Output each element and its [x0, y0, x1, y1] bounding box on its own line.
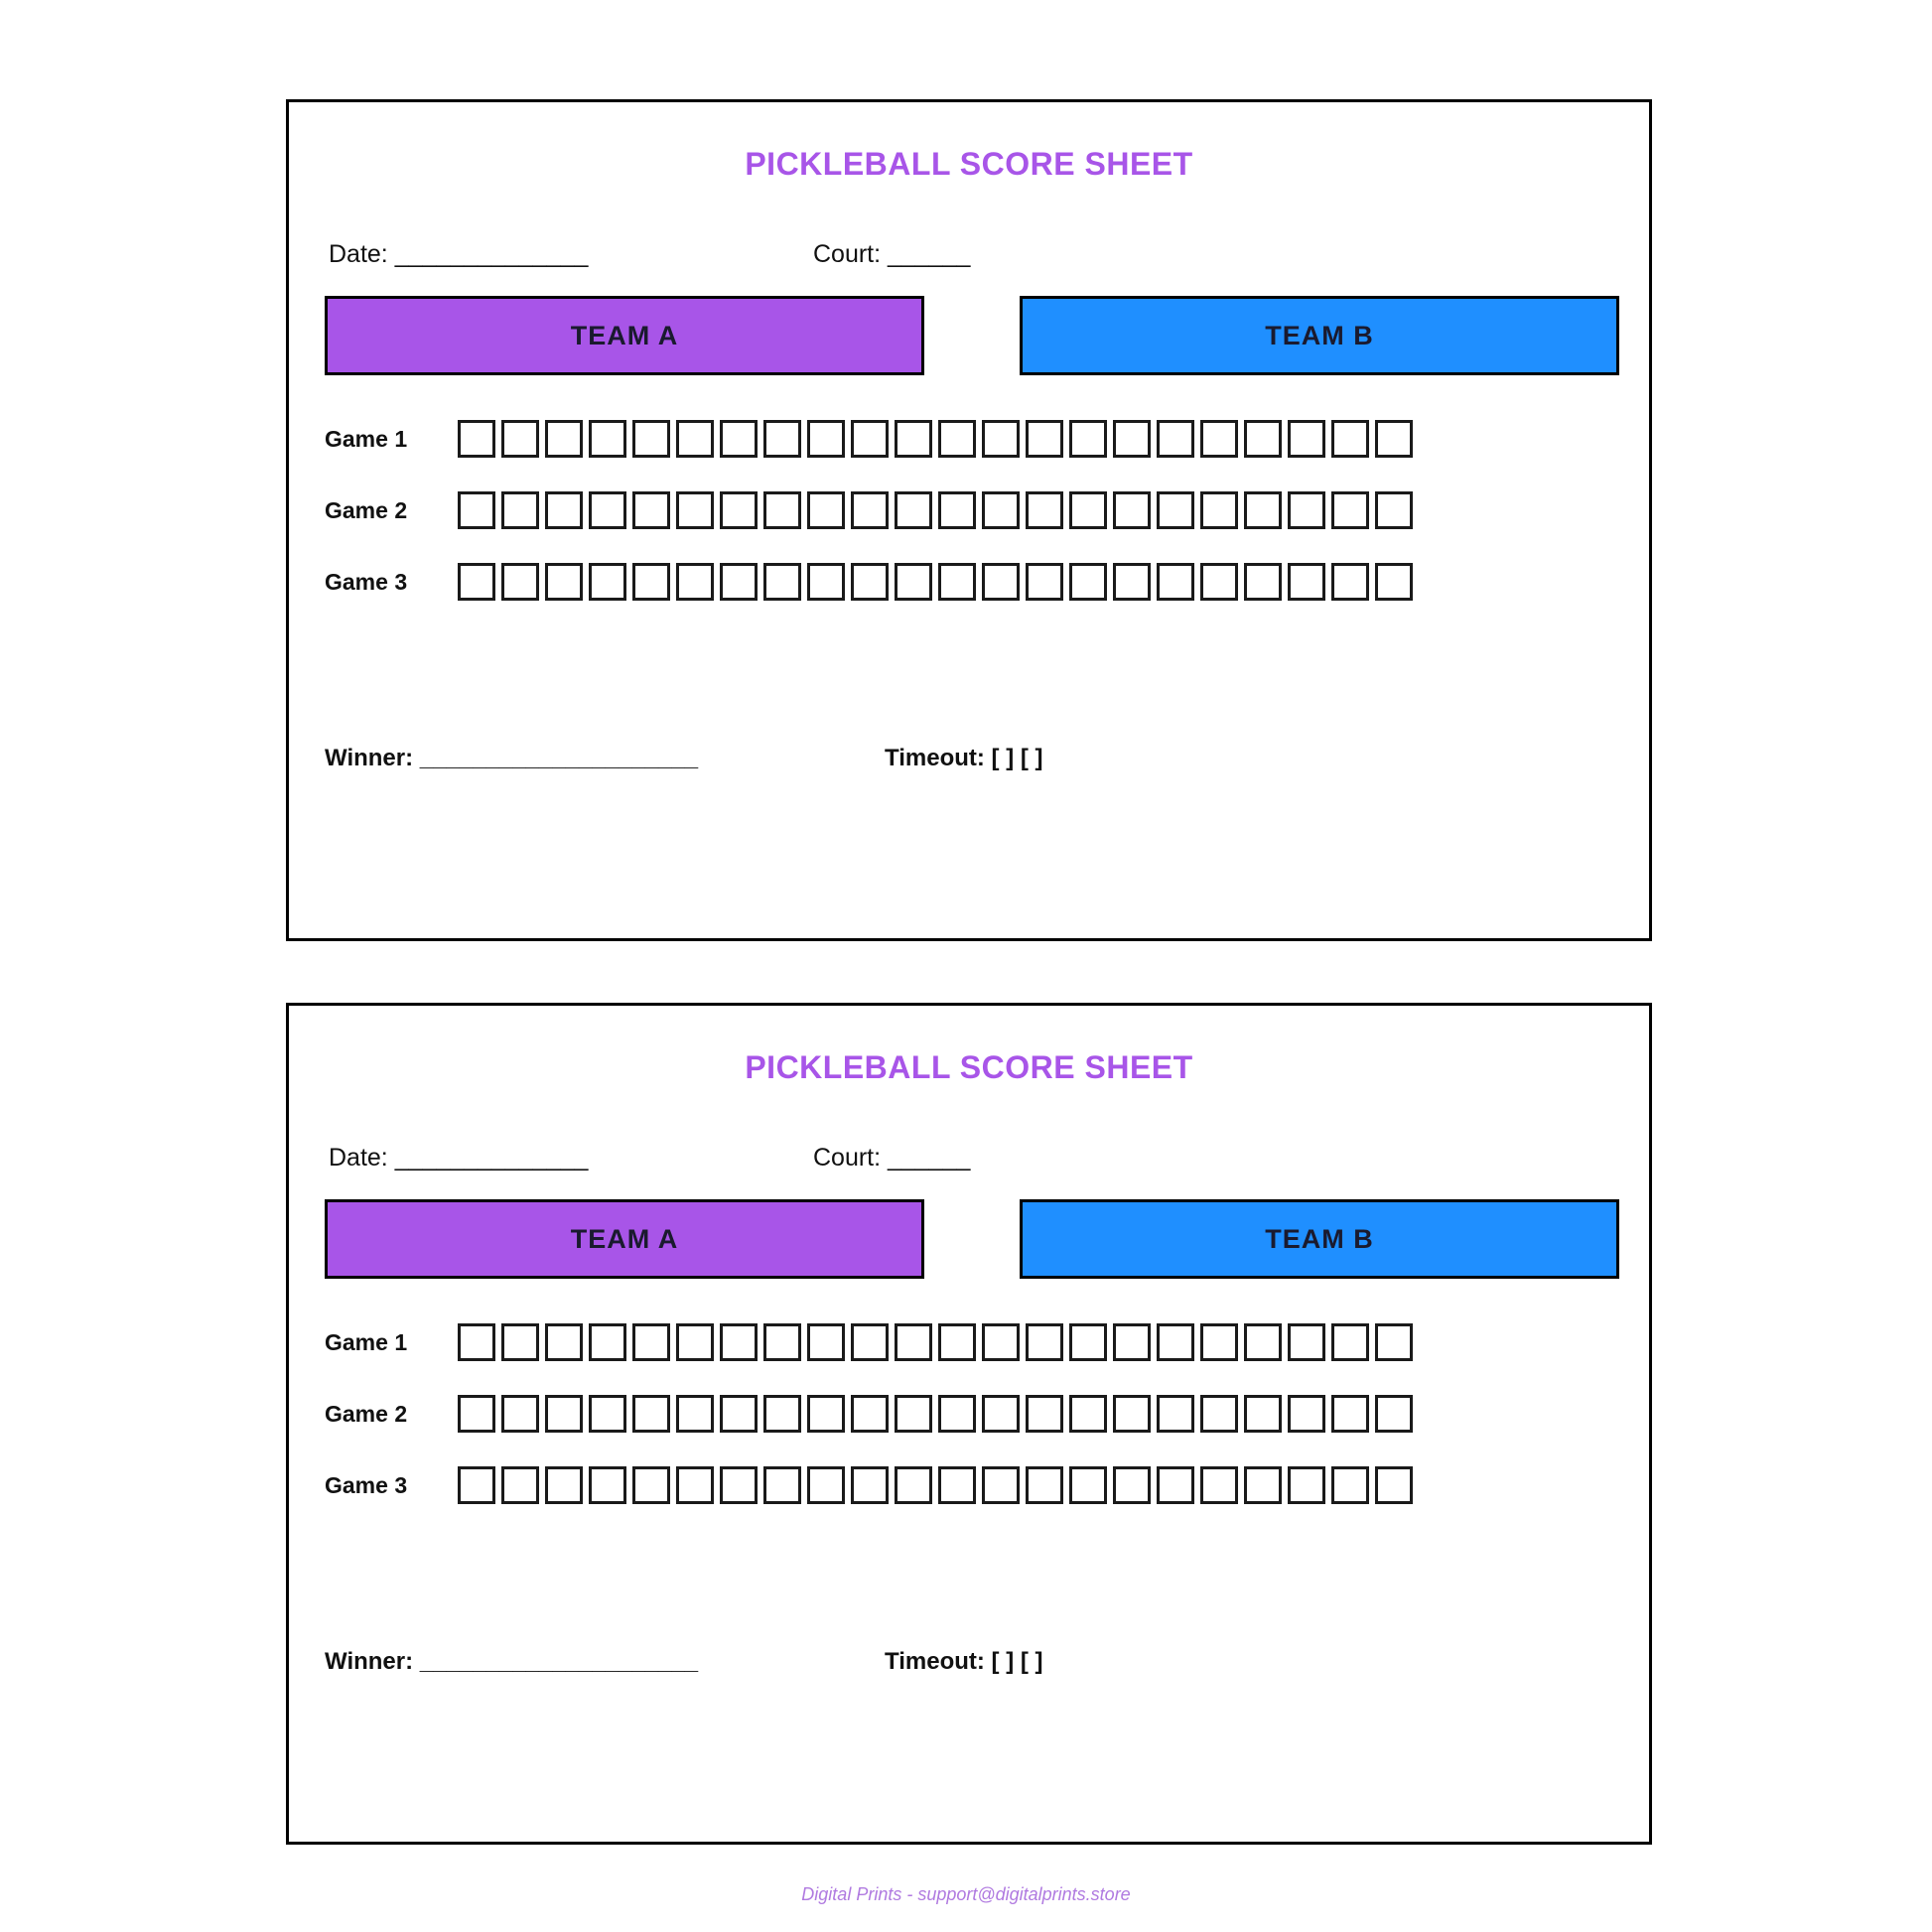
score-box[interactable]	[632, 1466, 670, 1504]
score-sheet-1	[286, 99, 1652, 941]
score-boxes	[458, 1395, 1413, 1433]
score-box[interactable]	[895, 1466, 932, 1504]
date-field[interactable]: Date: ______________	[329, 240, 589, 268]
date-field[interactable]: Date: ______________	[329, 1144, 589, 1172]
score-box[interactable]	[545, 491, 583, 529]
score-box[interactable]	[1026, 1466, 1063, 1504]
score-box[interactable]	[938, 1395, 976, 1433]
score-box[interactable]	[1113, 420, 1151, 458]
score-boxes	[458, 563, 1413, 601]
score-box[interactable]	[1069, 491, 1107, 529]
footer-credit: Digital Prints - support@digitalprints.store	[801, 1884, 1131, 1904]
score-box[interactable]	[1331, 1323, 1369, 1361]
score-box[interactable]	[676, 420, 714, 458]
score-box[interactable]	[720, 420, 758, 458]
court-field[interactable]: Court: ______	[813, 1144, 971, 1172]
score-box[interactable]	[1288, 420, 1325, 458]
game-label: Game 1	[325, 425, 408, 452]
game-row	[325, 475, 1649, 546]
score-box[interactable]	[1244, 420, 1282, 458]
score-box[interactable]	[1288, 491, 1325, 529]
score-box[interactable]	[1331, 1466, 1369, 1504]
score-box[interactable]	[720, 1466, 758, 1504]
game-label: Game 1	[325, 1328, 408, 1355]
score-box[interactable]	[807, 420, 845, 458]
score-box[interactable]	[807, 1466, 845, 1504]
meta-row	[289, 240, 1649, 280]
timeout-field[interactable]: Timeout: [ ] [ ]	[885, 1648, 1043, 1675]
score-box[interactable]	[720, 491, 758, 529]
score-box[interactable]	[982, 491, 1020, 529]
game-row	[325, 1449, 1649, 1521]
game-row	[325, 1378, 1649, 1449]
score-box[interactable]	[982, 420, 1020, 458]
teams-row	[289, 296, 1649, 375]
court-field[interactable]: Court: ______	[813, 240, 971, 268]
score-box[interactable]	[1244, 1395, 1282, 1433]
score-box[interactable]	[632, 1395, 670, 1433]
score-box[interactable]	[763, 420, 801, 458]
team-a-header[interactable]: TEAM A	[325, 296, 924, 375]
score-box[interactable]	[458, 1466, 495, 1504]
score-box[interactable]	[851, 1466, 889, 1504]
games-section	[289, 1307, 1649, 1521]
score-box[interactable]	[1113, 1323, 1151, 1361]
score-boxes	[458, 1466, 1413, 1504]
score-box[interactable]	[545, 563, 583, 601]
score-box[interactable]	[458, 1323, 495, 1361]
score-box[interactable]	[632, 420, 670, 458]
score-box[interactable]	[632, 563, 670, 601]
score-box[interactable]	[982, 1323, 1020, 1361]
game-label: Game 2	[325, 1400, 408, 1427]
team-a-header[interactable]: TEAM A	[325, 1199, 924, 1279]
score-box[interactable]	[1200, 563, 1238, 601]
score-boxes	[458, 491, 1413, 529]
score-box[interactable]	[501, 1466, 539, 1504]
score-box[interactable]	[807, 563, 845, 601]
score-box[interactable]	[1069, 420, 1107, 458]
sheet-title: PICKLEBALL SCORE SHEET	[745, 146, 1193, 182]
score-box[interactable]	[938, 563, 976, 601]
score-box[interactable]	[851, 563, 889, 601]
score-sheet-2	[286, 1003, 1652, 1845]
score-boxes	[458, 420, 1413, 458]
score-box[interactable]	[1069, 1395, 1107, 1433]
score-box[interactable]	[1331, 1395, 1369, 1433]
score-box[interactable]	[501, 1395, 539, 1433]
score-box[interactable]	[458, 563, 495, 601]
score-box[interactable]	[1331, 563, 1369, 601]
game-label: Game 3	[325, 1471, 408, 1498]
score-box[interactable]	[1244, 1323, 1282, 1361]
score-box[interactable]	[982, 563, 1020, 601]
game-label: Game 3	[325, 568, 408, 595]
team-b-header[interactable]: TEAM B	[1020, 296, 1619, 375]
timeout-field[interactable]: Timeout: [ ] [ ]	[885, 745, 1043, 771]
score-box[interactable]	[1069, 1323, 1107, 1361]
score-box[interactable]	[720, 1323, 758, 1361]
score-box[interactable]	[676, 563, 714, 601]
score-box[interactable]	[763, 1395, 801, 1433]
score-box[interactable]	[545, 420, 583, 458]
score-box[interactable]	[501, 420, 539, 458]
score-box[interactable]	[589, 420, 626, 458]
score-box[interactable]	[763, 1466, 801, 1504]
score-box[interactable]	[589, 1466, 626, 1504]
score-box[interactable]	[763, 563, 801, 601]
score-box[interactable]	[895, 491, 932, 529]
score-box[interactable]	[807, 491, 845, 529]
score-box[interactable]	[1200, 1466, 1238, 1504]
score-box[interactable]	[1026, 420, 1063, 458]
game-label: Game 2	[325, 496, 408, 523]
score-box[interactable]	[1375, 563, 1413, 601]
teams-row	[289, 1199, 1649, 1279]
score-box[interactable]	[1026, 1323, 1063, 1361]
winner-field[interactable]: Winner: _____________________	[325, 1648, 699, 1675]
score-box[interactable]	[676, 1466, 714, 1504]
score-box[interactable]	[458, 1395, 495, 1433]
score-box[interactable]	[1069, 563, 1107, 601]
games-section	[289, 403, 1649, 618]
score-box[interactable]	[1288, 1466, 1325, 1504]
score-box[interactable]	[851, 420, 889, 458]
score-box[interactable]	[1375, 420, 1413, 458]
score-box[interactable]	[938, 1323, 976, 1361]
score-box[interactable]	[807, 1395, 845, 1433]
score-box[interactable]	[1375, 1395, 1413, 1433]
score-box[interactable]	[895, 563, 932, 601]
score-box[interactable]	[938, 420, 976, 458]
game-row	[325, 546, 1649, 618]
score-box[interactable]	[763, 491, 801, 529]
score-box[interactable]	[1113, 563, 1151, 601]
score-box[interactable]	[1113, 1466, 1151, 1504]
score-box[interactable]	[1026, 1395, 1063, 1433]
score-box[interactable]	[1375, 1323, 1413, 1361]
score-box[interactable]	[851, 1395, 889, 1433]
score-box[interactable]	[676, 491, 714, 529]
score-box[interactable]	[1375, 491, 1413, 529]
score-box[interactable]	[895, 1323, 932, 1361]
score-box[interactable]	[1157, 420, 1194, 458]
score-box[interactable]	[1331, 420, 1369, 458]
score-box[interactable]	[1288, 563, 1325, 601]
score-box[interactable]	[1157, 563, 1194, 601]
team-b-header[interactable]: TEAM B	[1020, 1199, 1619, 1279]
game-row	[325, 403, 1649, 475]
score-box[interactable]	[458, 491, 495, 529]
score-box[interactable]	[1157, 1466, 1194, 1504]
score-box[interactable]	[589, 563, 626, 601]
score-box[interactable]	[1069, 1466, 1107, 1504]
score-box[interactable]	[458, 420, 495, 458]
score-box[interactable]	[1200, 420, 1238, 458]
score-box[interactable]	[851, 491, 889, 529]
score-box[interactable]	[1288, 1323, 1325, 1361]
score-box[interactable]	[1200, 1323, 1238, 1361]
score-box[interactable]	[895, 420, 932, 458]
score-box[interactable]	[501, 1323, 539, 1361]
score-box[interactable]	[807, 1323, 845, 1361]
score-box[interactable]	[938, 491, 976, 529]
score-boxes	[458, 1323, 1413, 1361]
score-box[interactable]	[895, 1395, 932, 1433]
score-box[interactable]	[1200, 491, 1238, 529]
score-box[interactable]	[1026, 563, 1063, 601]
score-box[interactable]	[763, 1323, 801, 1361]
score-box[interactable]	[1331, 491, 1369, 529]
sheet-footer	[289, 1648, 1649, 1688]
score-box[interactable]	[1157, 1395, 1194, 1433]
score-box[interactable]	[589, 1323, 626, 1361]
meta-row	[289, 1144, 1649, 1183]
score-box[interactable]	[676, 1323, 714, 1361]
score-box[interactable]	[982, 1466, 1020, 1504]
winner-field[interactable]: Winner: _____________________	[325, 745, 699, 771]
score-box[interactable]	[501, 563, 539, 601]
sheet-title: PICKLEBALL SCORE SHEET	[745, 1049, 1193, 1085]
game-row	[325, 1307, 1649, 1378]
score-box[interactable]	[1375, 1466, 1413, 1504]
score-box[interactable]	[545, 1323, 583, 1361]
score-box[interactable]	[938, 1466, 976, 1504]
score-box[interactable]	[1113, 1395, 1151, 1433]
score-box[interactable]	[1244, 491, 1282, 529]
score-box[interactable]	[720, 563, 758, 601]
score-box[interactable]	[501, 491, 539, 529]
score-box[interactable]	[632, 491, 670, 529]
score-box[interactable]	[1244, 563, 1282, 601]
score-box[interactable]	[1244, 1466, 1282, 1504]
score-box[interactable]	[982, 1395, 1020, 1433]
score-box[interactable]	[1026, 491, 1063, 529]
score-box[interactable]	[545, 1466, 583, 1504]
score-box[interactable]	[1288, 1395, 1325, 1433]
score-box[interactable]	[1157, 491, 1194, 529]
score-box[interactable]	[851, 1323, 889, 1361]
score-box[interactable]	[720, 1395, 758, 1433]
score-box[interactable]	[1157, 1323, 1194, 1361]
score-box[interactable]	[1113, 491, 1151, 529]
score-box[interactable]	[1200, 1395, 1238, 1433]
sheet-footer	[289, 745, 1649, 784]
score-box[interactable]	[589, 491, 626, 529]
score-box[interactable]	[632, 1323, 670, 1361]
score-box[interactable]	[545, 1395, 583, 1433]
score-box[interactable]	[676, 1395, 714, 1433]
score-box[interactable]	[589, 1395, 626, 1433]
